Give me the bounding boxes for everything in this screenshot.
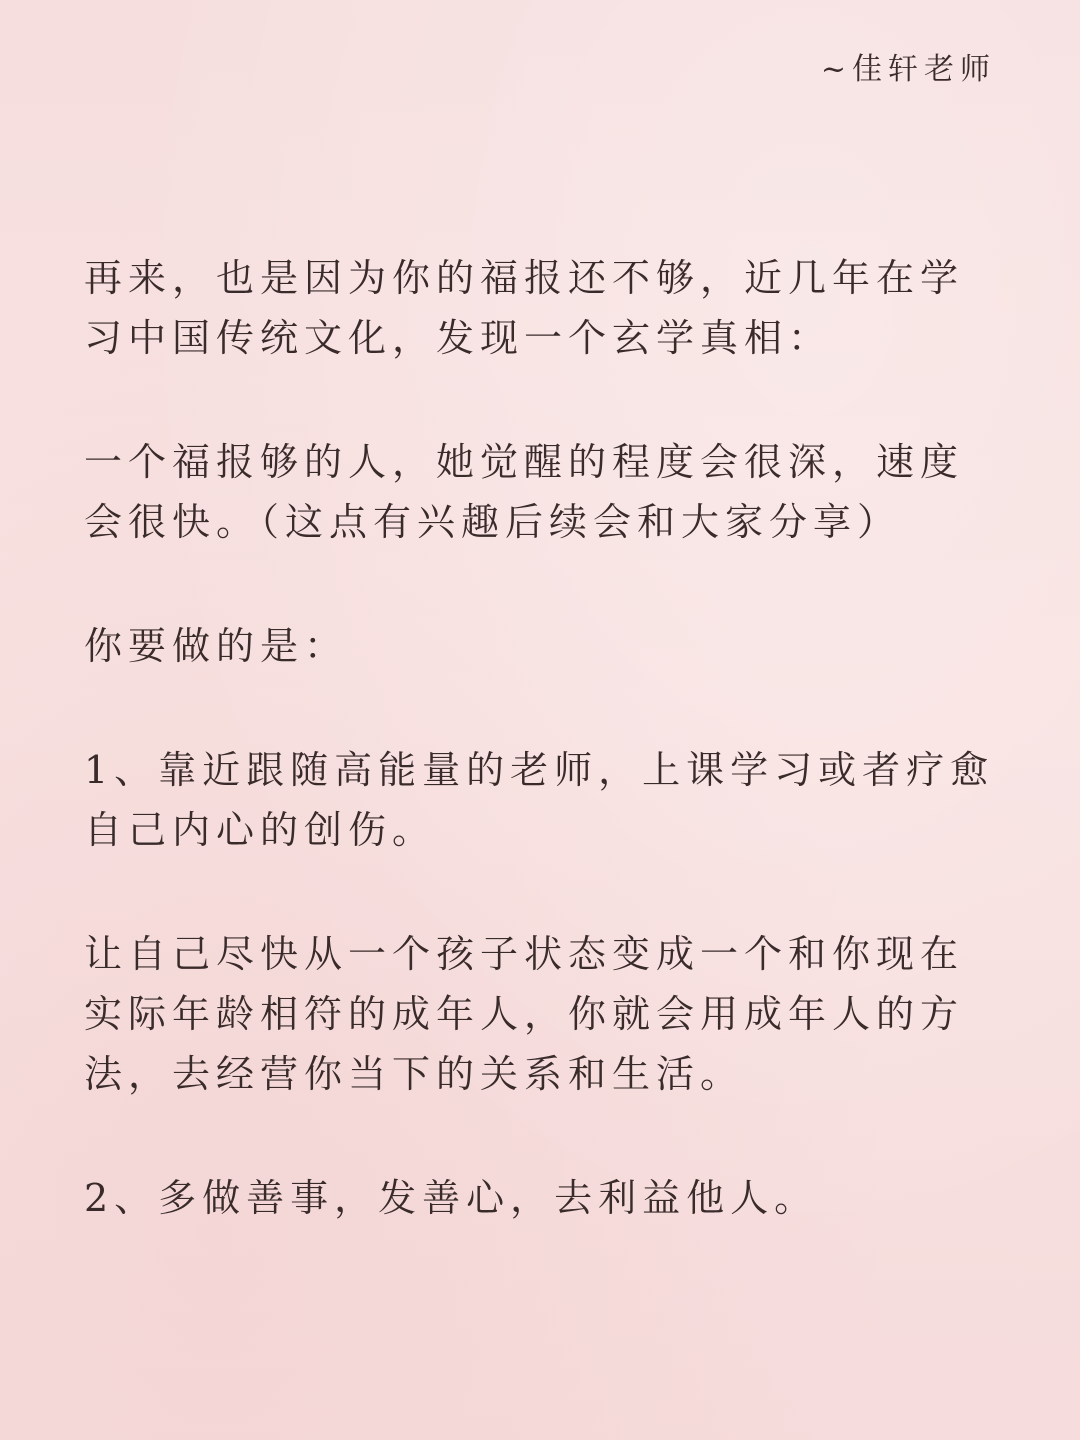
paragraph-grow-up: 让自己尽快从一个孩子状态变成一个和你现在 实际年龄相符的成年人，你就会用成年人的方 法，去经营你当下的关系和生活。 <box>84 932 965 1096</box>
author-signature: ~佳轩老师 <box>820 52 996 87</box>
paragraph-point-2: 2、多做善事，发善心，去利益他人。 <box>84 1176 819 1220</box>
paragraph-intro: 再来，也是因为你的福报还不够，近几年在学 习中国传统文化，发现一个玄学真相： <box>84 256 965 360</box>
paragraph-fortune: 一个福报够的人，她觉醒的程度会很深，速度 会很快。（这点有兴趣后续会和大家分享） <box>84 440 965 544</box>
article-body <box>84 248 1000 1292</box>
paragraph-point-1: 1、靠近跟随高能量的老师，上课学习或者疗愈 自己内心的创伤。 <box>84 748 995 852</box>
paragraph-what-to-do: 你要做的是： <box>84 624 349 668</box>
